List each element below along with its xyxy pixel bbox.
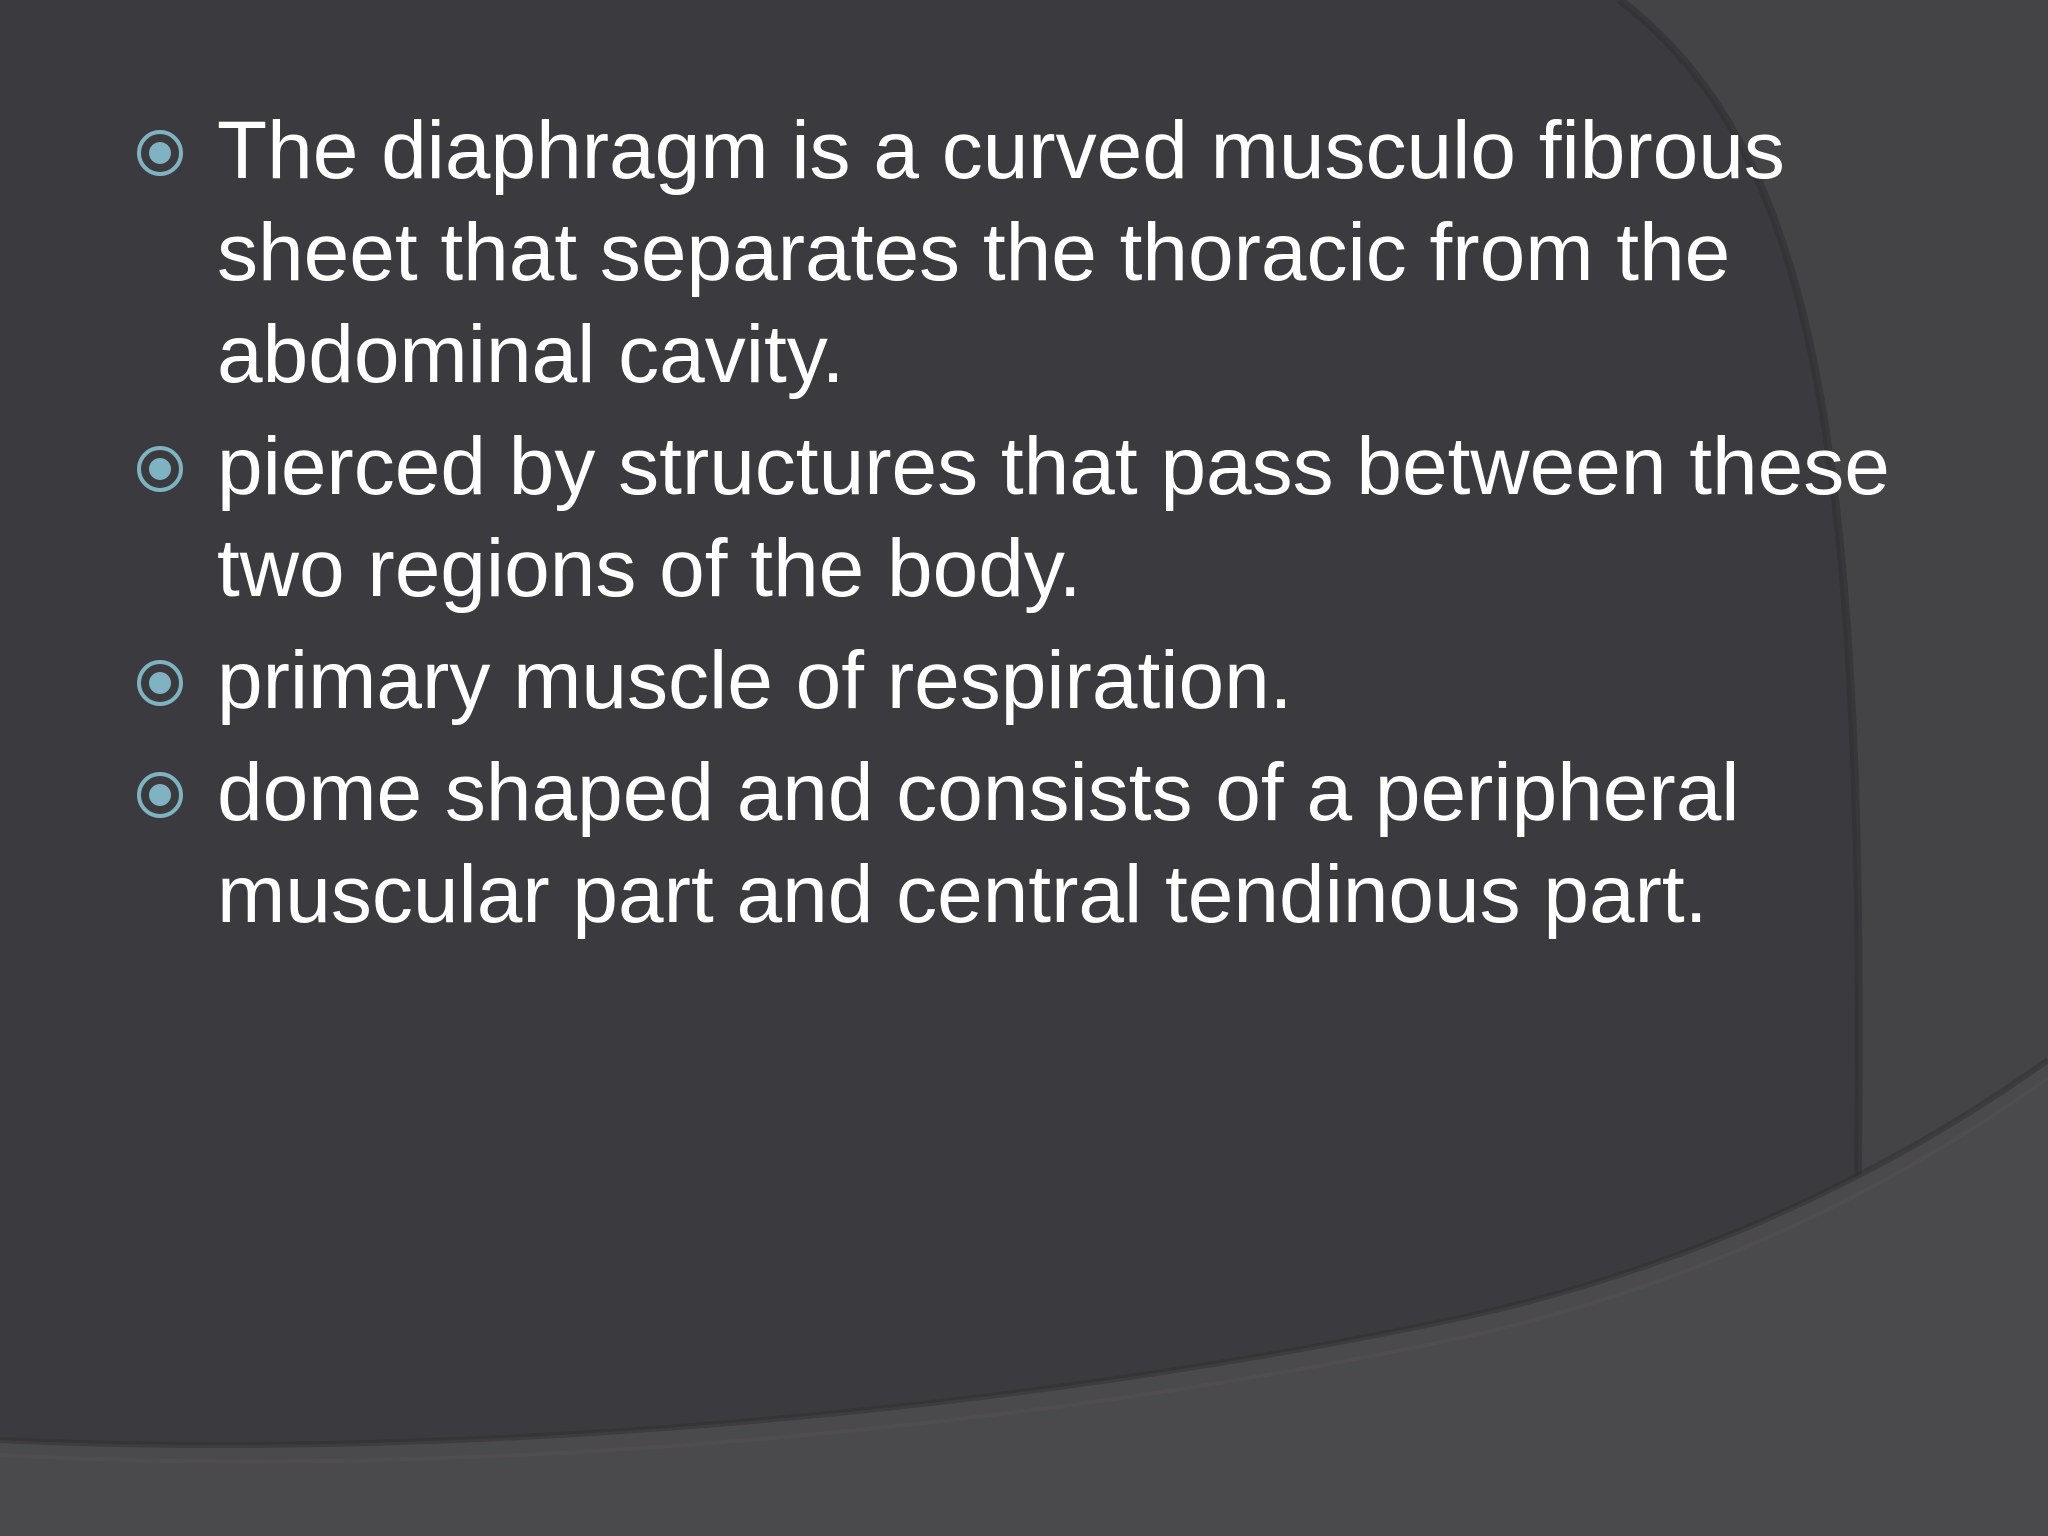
bullet-text: The diaphragm is a curved musculo fibrous sheet that separates the thoracic from the abdominal cavity. <box>217 105 1785 400</box>
bullet-item-1 <box>135 100 1895 406</box>
bullet-item-4 <box>135 742 1895 946</box>
target-bullet-icon <box>135 658 185 708</box>
bullet-text: dome shaped and consists of a peripheral muscular part and central tendinous part. <box>217 747 1740 940</box>
bullet-item-2 <box>135 416 1895 620</box>
bullet-text: primary muscle of respiration. <box>217 635 1293 726</box>
target-bullet-icon <box>135 128 185 178</box>
target-bullet-icon <box>135 770 185 820</box>
bullet-item-3 <box>135 630 1895 732</box>
bullet-text: pierced by structures that pass between these two regions of the body. <box>217 421 1890 614</box>
target-bullet-icon <box>135 444 185 494</box>
bullet-list <box>135 100 1895 956</box>
